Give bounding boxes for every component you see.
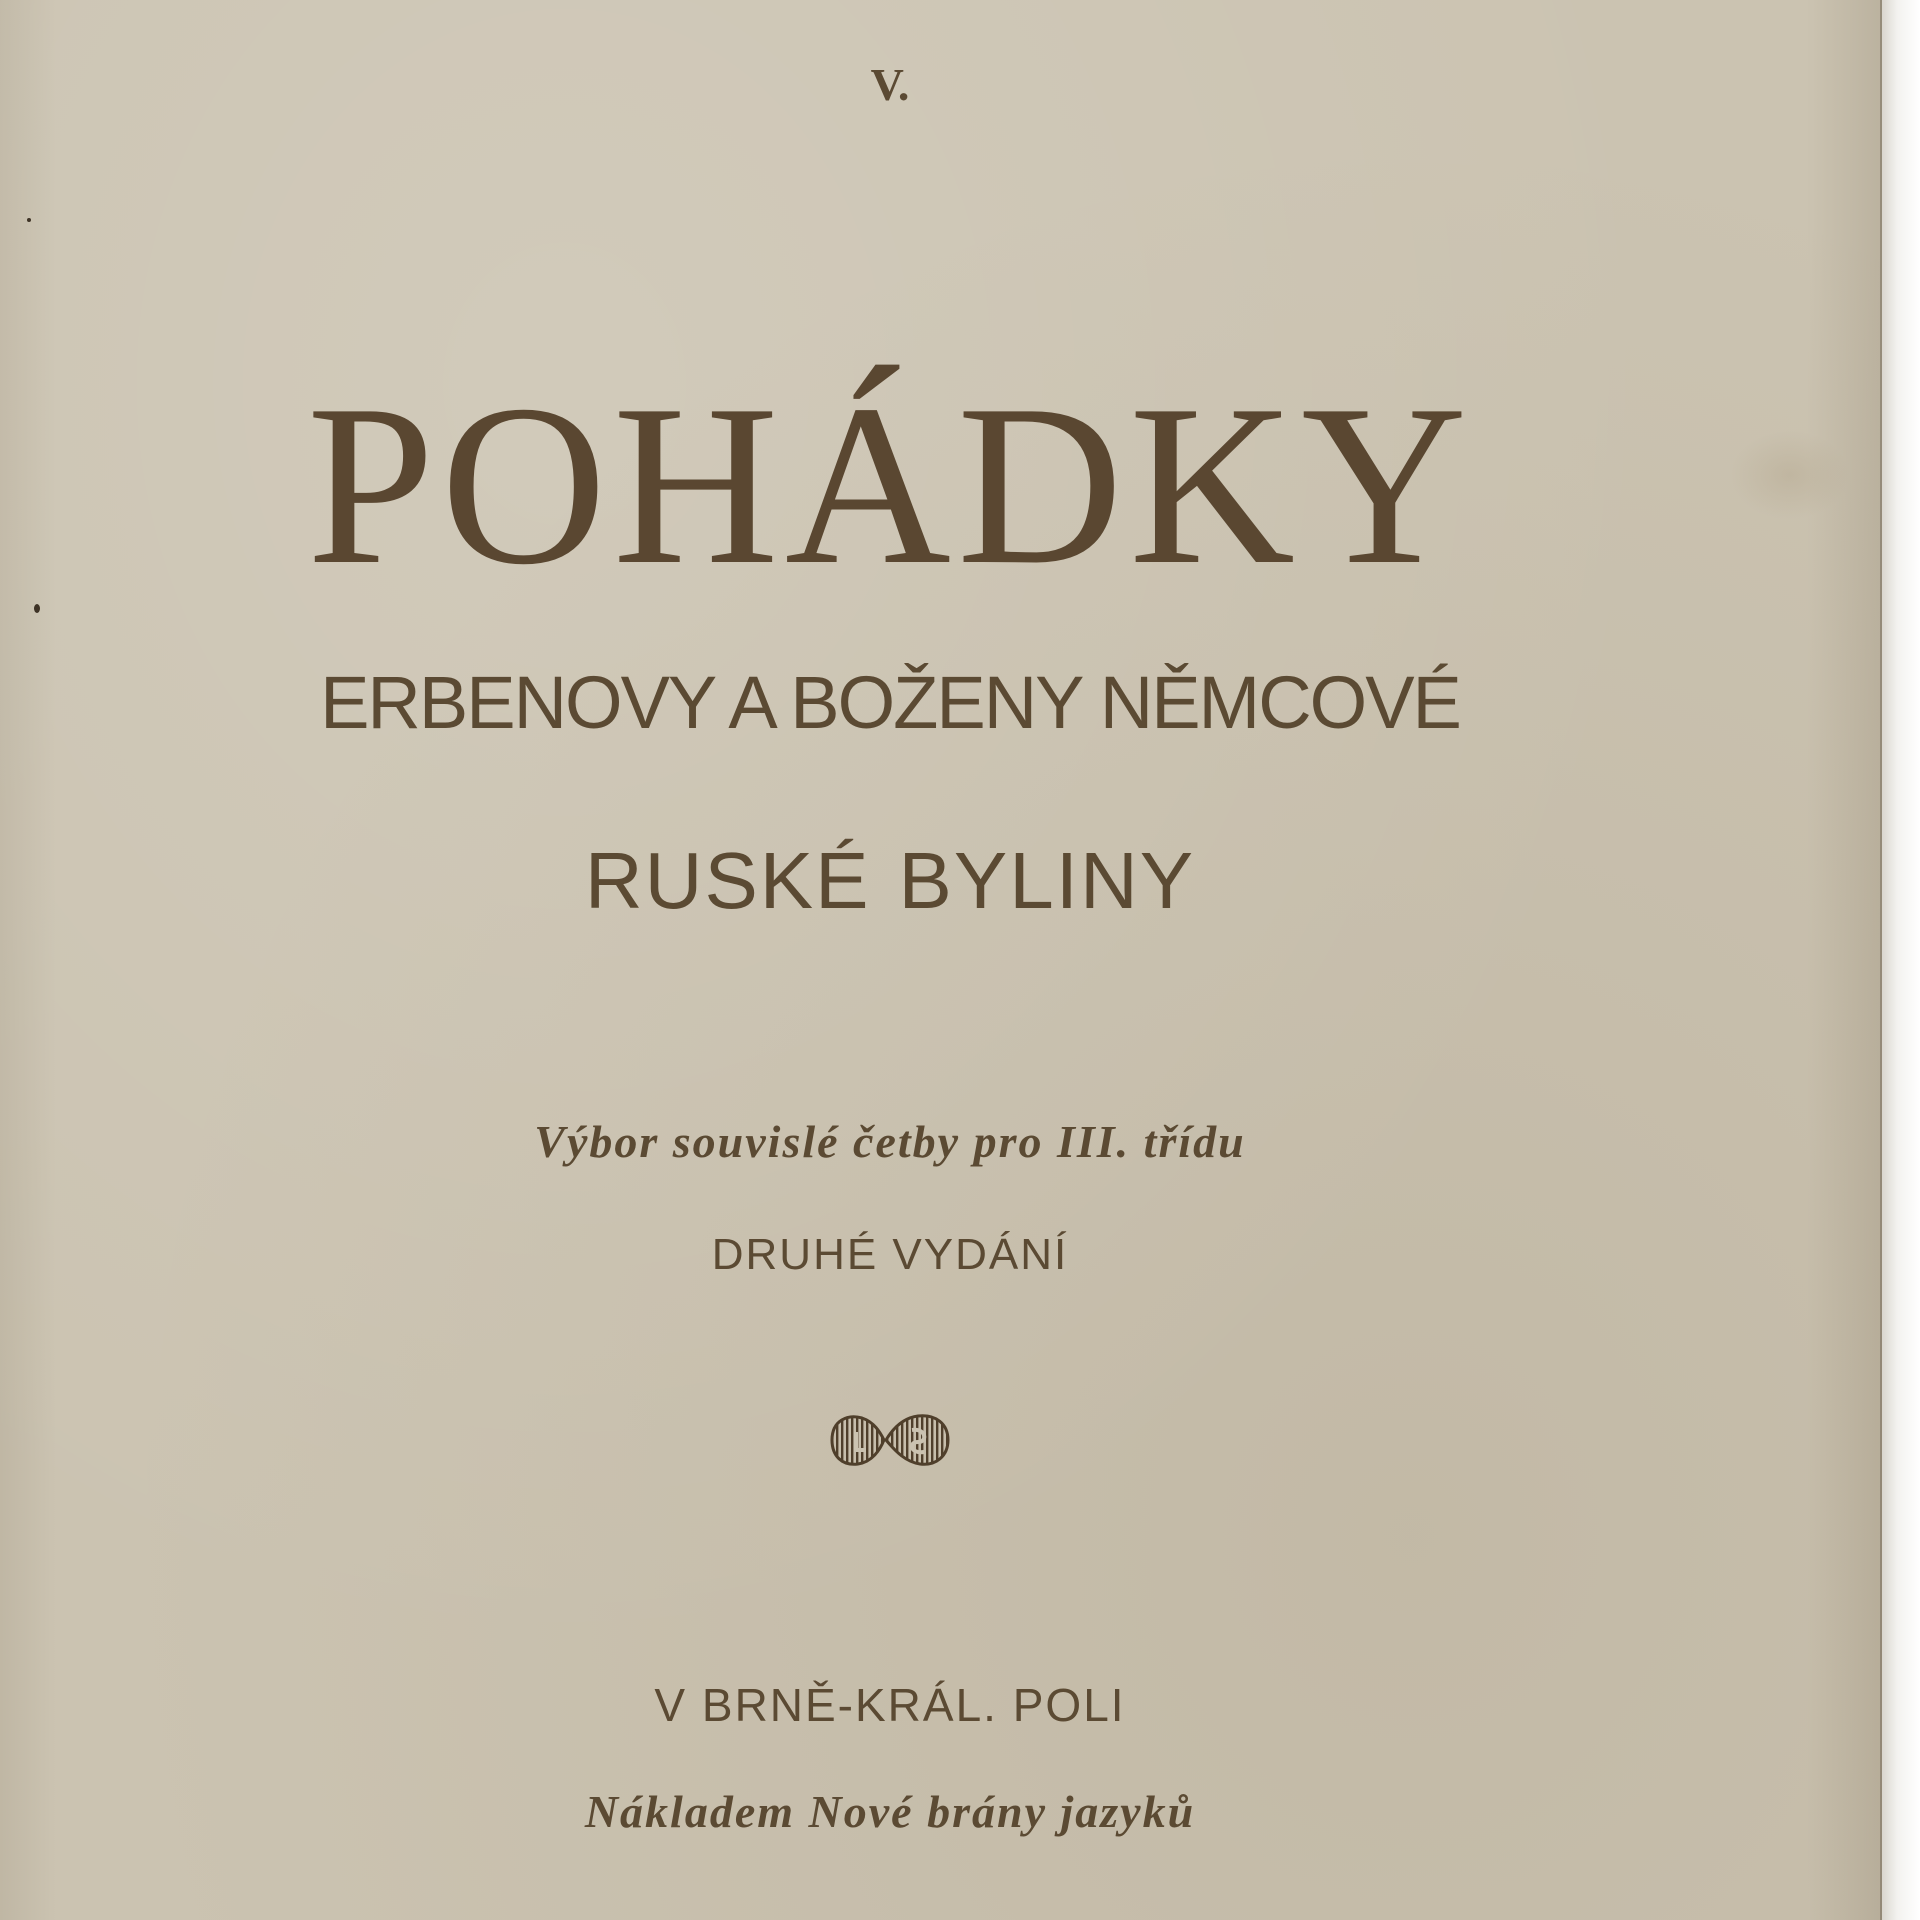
publication-place: V BRNĚ-KRÁL. POLI <box>654 1679 1126 1731</box>
paper-speck <box>27 218 31 222</box>
edition-line: DRUHÉ VYDÁNÍ <box>711 1230 1069 1279</box>
volume-number: V. <box>870 59 910 110</box>
description-line: Výbor souvislé četby pro III. třídu <box>534 1116 1246 1167</box>
subtitle-byliny-word-2: BYLINY <box>898 836 1196 925</box>
subtitle-byliny-word-1: RUSKÉ <box>584 836 871 925</box>
publisher-line: Nákladem Nové brány jazyků <box>584 1786 1196 1837</box>
scan-margin <box>1882 0 1920 1920</box>
book-title: POHÁDKY <box>306 357 1474 612</box>
paper-speck <box>34 604 40 613</box>
subtitle-byliny <box>0 835 1780 927</box>
subtitle-authors: ERBENOVY A BOŽENY NĚMCOVÉ <box>320 661 1460 744</box>
publisher-monogram-icon <box>826 1410 954 1470</box>
